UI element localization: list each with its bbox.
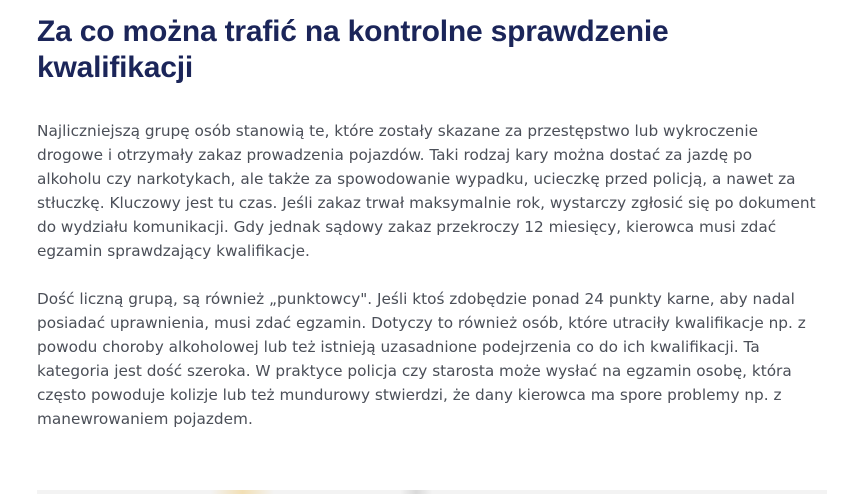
- next-content-image-edge: [37, 490, 827, 494]
- paragraph-disqualification: Najliczniejszą grupę osób stanowią te, które zostały skazane za przestępstwo lub wykroczenie drogowe i otrzymały zakaz prowadzenia pojazdów. Taki rodzaj kary można dostać za jazdę po alkoholu czy narkotykach, ale także za spowodowanie wypadku, ucieczkę przed policją, a nawet za stłuczkę. Kluczowy jest tu czas. Jeśli zakaz trwał maksymalnie rok, wystarczy zgłosić się po dokument do wydziału komunikacji. Gdy jednak sądowy zakaz przekroczy 12 miesięcy, kierowca musi zdać egzamin sprawdzający kwalifikacje.: [37, 122, 816, 260]
- section-heading: Za co można trafić na kontrolne sprawdzenie kwalifikacji: [37, 15, 669, 84]
- paragraph-penalty-points: Dość liczną grupą, są również „punktowcy". Jeśli ktoś zdobędzie ponad 24 punkty karne, aby nadal posiadać uprawnienia, musi zdać egzamin. Dotyczy to również osób, które utraciły kwalifikacje np. z powodu choroby alkoholowej lub też istnieją uzasadnione podejrzenia co do ich kwalifikacji. Ta kategoria jest dość szeroka. W praktyce policja czy starosta może wysłać na egzamin osobę, która często powoduje kolizje lub też mundurowy stwierdzi, że dany kierowca ma spore problemy np. z manewrowaniem pojazdem.: [37, 290, 806, 428]
